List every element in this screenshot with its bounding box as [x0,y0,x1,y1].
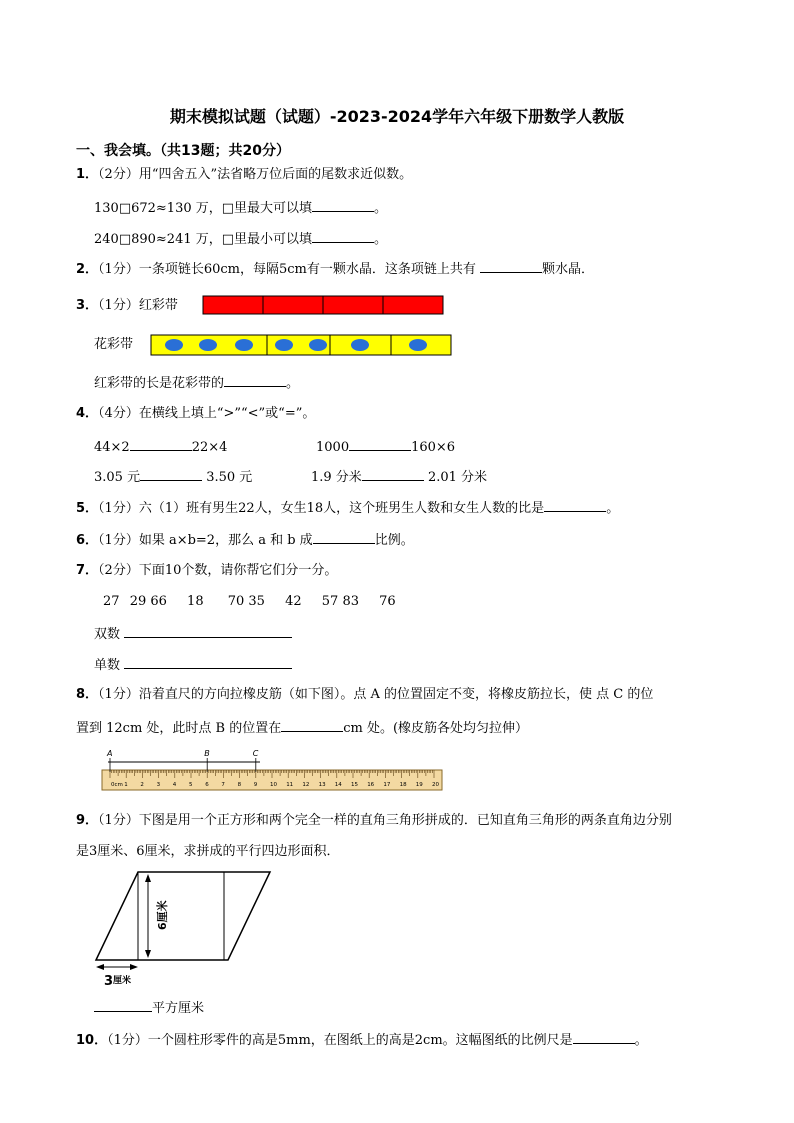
number-item: 70 35 [227,594,265,609]
question-text: （1分）红彩带 [98,298,178,313]
question-number: 4． [76,406,99,421]
odd-label: 单数 [94,658,121,673]
answer-blank[interactable] [312,229,374,243]
answer-unit: 平方厘米 [152,1001,205,1016]
answer-blank[interactable] [362,467,424,481]
question-text: 是3厘米、6厘米，求拼成的平行四边形面积． [76,844,340,859]
answer-blank[interactable] [94,998,152,1012]
question-number: 10． [76,1033,108,1048]
number-item: 18 [187,594,204,609]
question-text: （1分）如果 a×b=2，那么 a 和 b 成 [98,533,313,548]
section-heading: 一、我会填。（共13题；共20分） [76,143,290,159]
question-text: （2分）用“四舍五入”法省略万位后面的尾数求近似数。 [98,167,413,182]
expression: 44×2 [94,440,130,455]
question-4-row-1 [94,437,227,457]
answer-blank[interactable] [544,498,606,512]
question-text: （1分）六（1）班有男生22人，女生18人，这个班男生人数和女生人数的比是 [98,501,545,516]
answer-blank[interactable] [124,624,292,638]
ruler-tick-label: 6 [205,782,209,788]
ruler-tick-label: 2 [140,782,144,788]
answer-blank[interactable] [281,718,343,732]
question-4-row-2b [311,467,487,487]
answer-blank[interactable] [124,655,292,669]
expression: 3.05 元 [94,470,141,485]
question-1 [76,166,412,184]
number-list [103,593,396,611]
ruler-tick-label: 18 [399,782,407,788]
odd-row [94,655,292,675]
question-text: （1分）下图是用一个正方形和两个完全一样的直角三角形拼成的．已知直角三角形的两条直角边分别 [98,813,672,828]
even-label: 双数 [94,627,121,642]
ruler-tick-label: 20 [432,782,439,788]
ruler-tick-label: 0cm [111,782,123,788]
expression: 1.9 分米 [311,470,362,485]
question-text: （1分）一条项链长60cm，每隔5cm有一颗水晶．这条项链上共有 [98,262,476,277]
number-item: 27 [103,594,120,609]
ruler-tick-label: 12 [302,782,310,788]
question-text: 。 [634,1033,648,1048]
question-7 [76,562,337,580]
question-9-line-2 [76,843,340,861]
question-4-row-2 [94,467,252,487]
ruler-tick-label: 8 [237,782,242,788]
question-2 [76,259,594,279]
answer-blank[interactable] [573,1030,635,1044]
flower-ribbon [150,334,454,358]
question-number: 2． [76,262,99,277]
question-3 [76,297,178,315]
question-number: 5． [76,501,99,516]
expression: 22×4 [191,440,228,455]
ruler-tick-label: 4 [172,782,177,788]
ruler-tick-label: 16 [367,782,375,788]
parallelogram-shape [96,872,270,960]
red-ribbon [202,295,446,317]
question-text: 颗水晶． [542,262,595,277]
question-8-line-2 [76,718,528,738]
question-number: 8． [76,687,99,702]
answer-blank[interactable] [224,373,286,387]
question-1-line-1: 130□672≈130 万，□里最大可以填 。 [94,198,387,218]
ruler-tick-label: 17 [383,782,391,788]
ruler-tick-label: 5 [189,782,193,788]
question-text: （1分）一个圆柱形零件的高是5mm，在图纸上的高是2cm。这幅图纸的比例尺是 [107,1033,573,1048]
point-label-b: B [204,749,210,758]
expression: 3.50 元 [206,470,253,485]
question-5 [76,498,619,518]
number-item: 57 83 [321,594,359,609]
question-10 [76,1030,648,1050]
expression: 2.01 分米 [427,470,488,485]
parallelogram-figure [90,868,276,992]
question-text: 。 [606,501,620,516]
question-text: （4分）在横线上填上“>”“<”或“=”。 [98,406,316,421]
question-number: 3． [76,298,99,313]
ruler-figure [100,748,444,792]
ruler-tick-label: 3 [156,782,161,788]
question-text: 置到 12cm 处，此时点 B 的位置在 [76,721,282,736]
ruler-tick-label: 11 [286,782,294,788]
question-text: 红彩带的长是花彩带的 [94,376,225,391]
question-4 [76,405,315,423]
ruler-tick-label: 14 [334,782,342,788]
number-item: 29 66 [129,594,167,609]
point-label-c: C [252,749,259,758]
ruler-tick-label: 9 [253,782,258,788]
question-text: cm 处。(橡皮筋各处均匀拉伸） [343,721,529,736]
question-text: 比例。 [374,533,414,548]
question-3-line [94,373,299,393]
base-label-number: 3 [104,974,114,989]
question-text: （1分）沿着直尺的方向拉橡皮筋（如下图）。点 A 的位置固定不变，将橡皮筋拉长，使 点 C 的位 [98,687,654,702]
answer-blank[interactable] [130,437,192,451]
height-label: 6厘米 [156,900,169,930]
ruler-tick-label: 7 [221,782,225,788]
question-1-line-2: 240□890≈241 万，□里最小可以填 。 [94,229,387,249]
answer-blank[interactable] [349,437,411,451]
question-9-answer [94,998,204,1018]
answer-blank[interactable] [312,198,374,212]
answer-blank[interactable] [140,467,202,481]
question-9 [76,812,672,830]
question-number: 1． [76,167,99,182]
page-title: 期末模拟试题（试题）-2023-2024学年六年级下册数学人教版 [169,107,625,126]
ruler-tick-label: 1 [124,782,128,788]
expression: 160×6 [411,440,456,455]
question-number: 6． [76,533,99,548]
ruler-tick-label: 15 [351,782,358,788]
number-item: 76 [379,594,396,609]
question-6 [76,530,414,550]
ruler-tick-label: 13 [318,782,326,788]
question-text: 240□890≈241 万，□里最小可以填 [94,232,313,247]
base-label-unit: 厘米 [113,976,132,986]
answer-blank[interactable] [480,259,542,273]
question-text: 。 [286,376,300,391]
flower-ribbon-label: 花彩带 [94,337,134,352]
ruler-tick-label: 10 [270,782,277,788]
question-8 [76,686,653,704]
point-label-a: A [107,749,113,758]
answer-blank[interactable] [313,530,375,544]
expression: 1000 [316,440,350,455]
question-number: 7． [76,563,99,578]
ruler-tick-label: 19 [415,782,423,788]
question-number: 9． [76,813,99,828]
question-text: （2分）下面10个数，请你帮它们分一分。 [98,563,338,578]
question-text: 130□672≈130 万，□里最大可以填 [94,201,313,216]
number-item: 42 [285,594,302,609]
question-4-row-1b [316,437,455,457]
even-row [94,624,292,644]
